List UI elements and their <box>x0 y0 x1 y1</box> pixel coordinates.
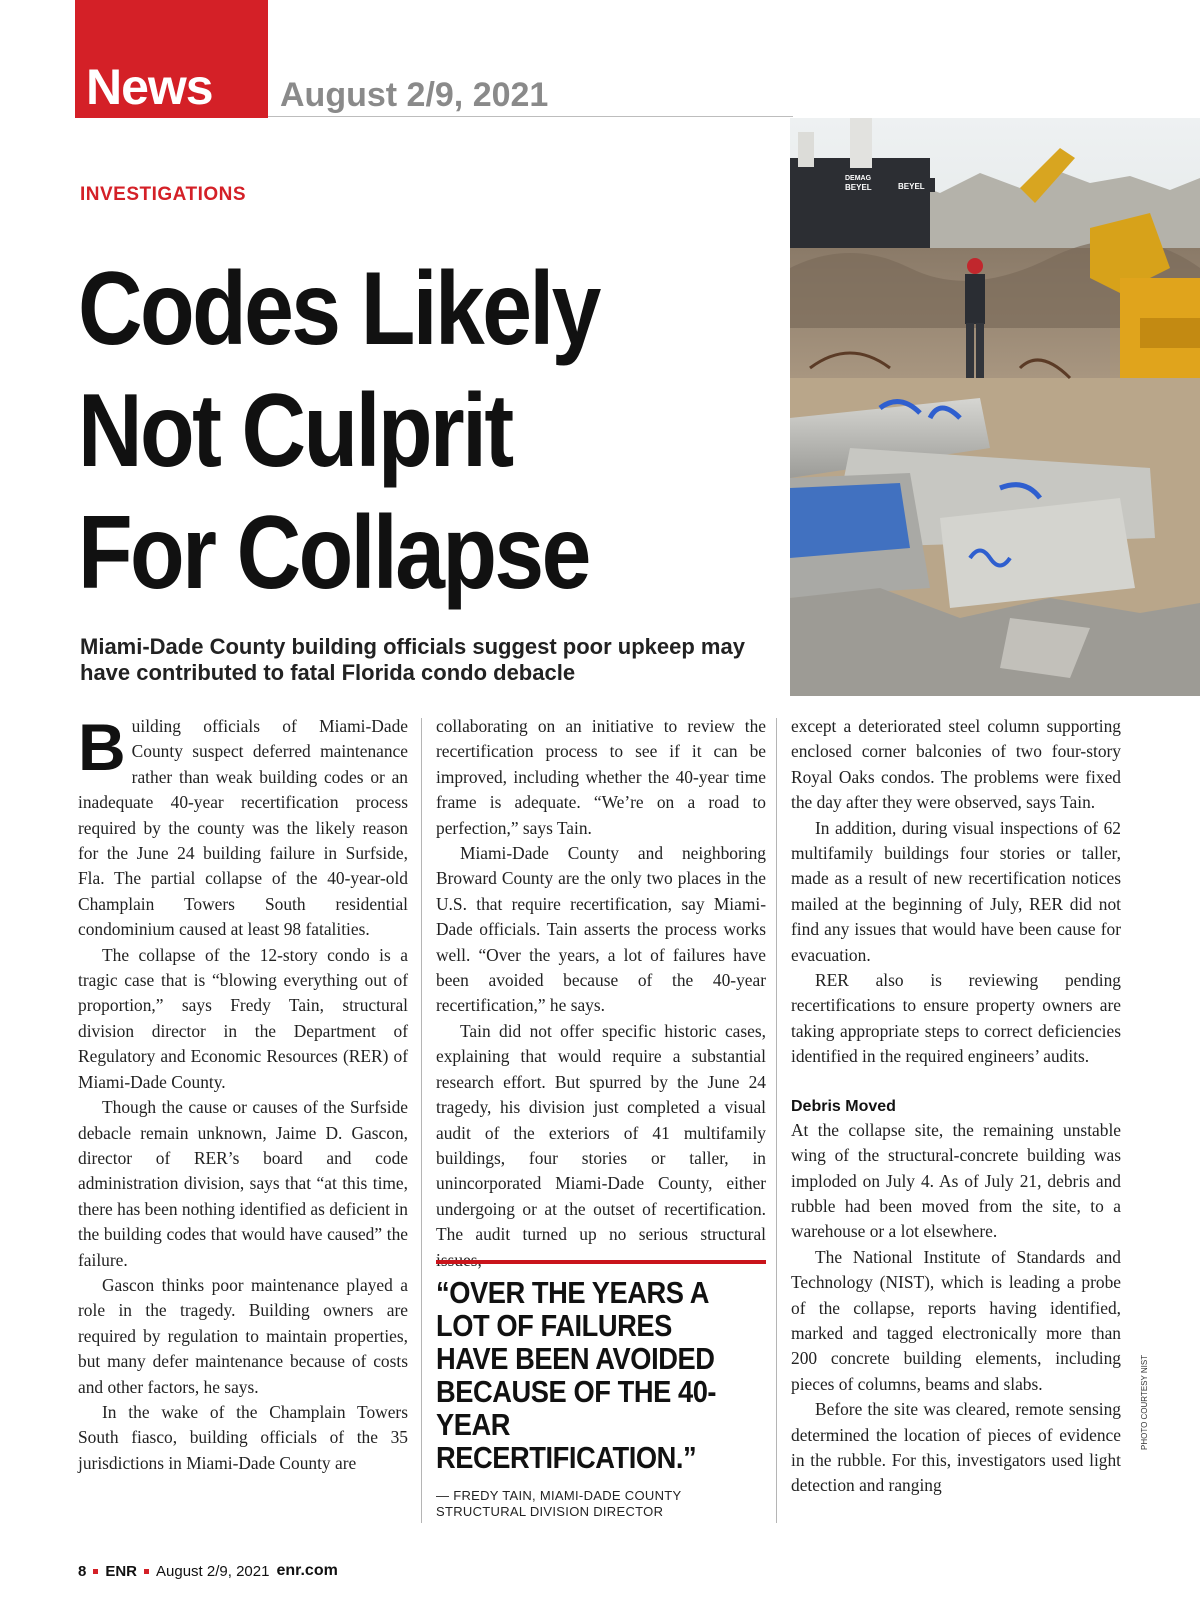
page-number: 8 <box>78 1562 87 1580</box>
body-paragraph: Gascon thinks poor maintenance played a role in the tragedy. Building owners are required by regulation to maintain properties, but many defer maintenance because of costs and other factors, he says. <box>78 1274 408 1397</box>
headline-line-3: For Collapse <box>78 495 589 611</box>
photo-credit: PHOTO COURTESY NIST <box>1140 1354 1149 1450</box>
crane-logo-text: DEMAG <box>845 175 872 182</box>
deck: Miami-Dade County building officials suggest poor upkeep may have contributed to fatal Florida condo debacle <box>80 634 745 685</box>
body-paragraph: Tain did not offer specific historic cases, explaining that would require a substantial research effort. But spurred by the June 24 tragedy, his division just completed a visual audit of the exteriors of 41 multifamily buildings, four stories or taller, in unincorporated Miami-Dade County, either undergoing or at the outset of recertification. The audit turned up no serious structural <box>436 1020 766 1245</box>
drop-cap: B <box>78 710 126 784</box>
bullet-icon <box>144 1569 149 1574</box>
magazine-name: ENR <box>105 1562 138 1580</box>
page-footer <box>78 1562 338 1580</box>
column-rule <box>421 718 422 1523</box>
body-paragraph: The collapse of the 12-story condo is a tragic case that is “blowing everything out of proportion,” says Fredy Tain, structural division director in the Department of Regulatory and Economic Resources (RER) of Miami-Dade County. <box>78 944 408 1092</box>
section-label: News <box>86 59 213 115</box>
body-paragraph: collaborating on an initiative to review the recertification process to see if it can be improved, including whether the 40-year time frame is adequate. “We’re on a road to perfection,” says Tain. <box>436 716 766 838</box>
site-link[interactable]: enr.com <box>276 1562 338 1579</box>
crane-brand-text: BEYEL <box>845 183 872 192</box>
header-rule <box>268 116 793 117</box>
body-paragraph: except a deteriorated steel column supporting enclosed corner balconies of two four-story Royal Oaks condos. The problems were fixed the day after they were observed, says Tain. <box>791 716 1121 813</box>
headline <box>78 248 680 614</box>
paragraph-text: uilding officials of Miami-Dade County suspect deferred maintenance rather than weak building codes or an inadequate 40-year recertification process required by the county was the likely reason for the June 24 building failure in Surfside, Fla. The partial collapse of the 40-year-old Champlain Towers South residential condominium caused at least 98 fatalities. <box>78 716 408 940</box>
body-paragraph: In the wake of the Champlain Towers South fiasco, building officials of the 35 jurisdictions in Miami-Dade County are <box>78 1401 408 1473</box>
footer-date: August 2/9, 2021 <box>156 1562 270 1580</box>
body-paragraph: Miami-Dade County and neighboring Broward County are the only two places in the U.S. that require recertification, say Miami-Dade officials. Tain asserts the process works well. “Over the years, a lot of failures have been avoided because of the 40-year recertification,” he says. <box>436 843 766 1016</box>
pull-quote: “OVER THE YEARS A LOT OF FAILURES HAVE BEEN AVOIDED BECAUSE OF THE 40-YEAR RECERTIFICATION.” <box>436 1275 717 1475</box>
body-paragraph: RER also is reviewing pending recertifications to ensure property owners are taking appropriate steps to correct deficiencies identified in the required engineers’ audits. <box>791 970 1121 1067</box>
body-paragraph: In addition, during visual inspections of 62 multifamily buildings four stories or taller, made as a result of new recertification notices mailed at the beginning of July, RER did not find any issues that would have been cause for evacuation. <box>791 817 1121 965</box>
body-column-2 <box>436 714 766 1273</box>
subhead: Debris Moved <box>791 1097 896 1115</box>
pull-quote-rule <box>436 1260 766 1264</box>
bullet-icon <box>93 1569 98 1574</box>
pull-quote-attribution: — FREDY TAIN, MIAMI-DADE COUNTY STRUCTURAL DIVISION DIRECTOR <box>436 1488 682 1519</box>
issue-date: August 2/9, 2021 <box>280 76 549 114</box>
truck-brand-text: BEYEL <box>898 182 925 191</box>
body-paragraph: At the collapse site, the remaining unstable wing of the structural-concrete building was imploded on July 4. As of July 21, debris and rubble had been moved from the site, to a warehouse or a lot elsewhere. <box>791 1119 1121 1242</box>
body-paragraph: The National Institute of Standards and Technology (NIST), which is leading a probe of the collapse, reports having identified, marked and tagged electronically more than 200 concrete building elements, including pieces of columns, beams and slabs. <box>791 1246 1121 1394</box>
headline-line-1: Codes Likely <box>78 251 599 367</box>
section-kicker: INVESTIGATIONS <box>80 184 247 205</box>
body-paragraph: Before the site was cleared, remote sensing determined the location of pieces of evidence in the rubble. For this, investigators used light detection and ranging <box>791 1399 1121 1496</box>
body-column-1 <box>78 710 408 1476</box>
body-column-3 <box>791 714 1121 1499</box>
collapse-site-photo <box>790 118 1200 696</box>
column-rule <box>776 718 777 1523</box>
body-paragraph <box>78 710 408 943</box>
body-paragraph: Though the cause or causes of the Surfside debacle remain unknown, Jaime D. Gascon, director of RER’s board and code administration division, says that “at this time, there has been nothing identified as deficient in the building codes that would have caused” the failure. <box>78 1097 408 1270</box>
headline-line-2: Not Culprit <box>78 373 512 489</box>
